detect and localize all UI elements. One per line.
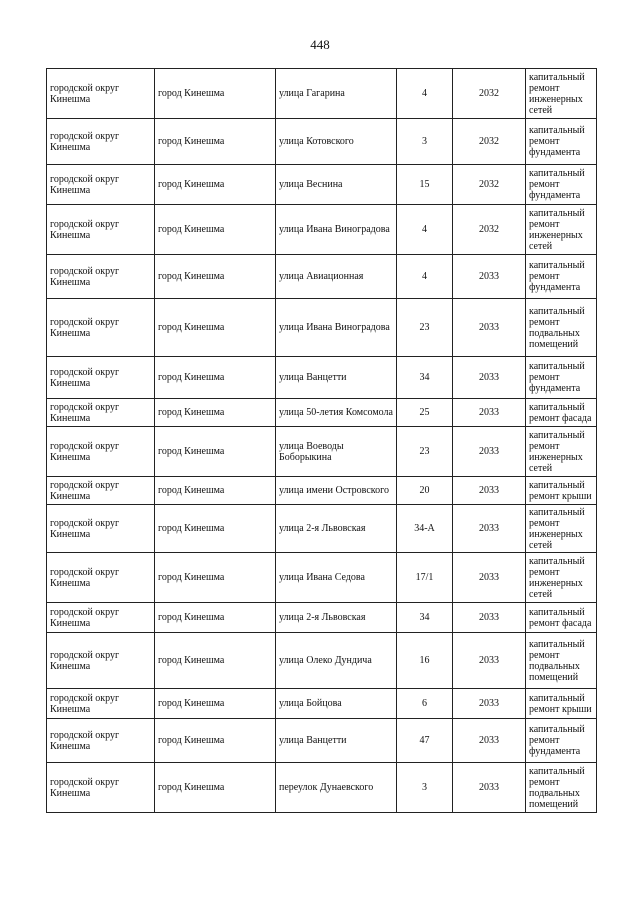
- street-cell: улица 2-я Львовская: [276, 603, 397, 633]
- house-cell: 3: [397, 119, 453, 165]
- district-cell: городской округ Кинешма: [47, 477, 155, 505]
- district-cell: городской округ Кинешма: [47, 763, 155, 813]
- year-cell: 2033: [453, 763, 526, 813]
- year-cell: 2032: [453, 119, 526, 165]
- house-cell: 4: [397, 69, 453, 119]
- street-cell: улица Ванцетти: [276, 719, 397, 763]
- district-cell: городской округ Кинешма: [47, 399, 155, 427]
- street-cell: улица Ивана Седова: [276, 553, 397, 603]
- street-cell: улица Ванцетти: [276, 357, 397, 399]
- year-cell: 2032: [453, 205, 526, 255]
- street-cell: улица Воеводы Боборыкина: [276, 427, 397, 477]
- district-cell: городской округ Кинешма: [47, 165, 155, 205]
- table-row: [47, 427, 597, 477]
- city-cell: город Кинешма: [155, 357, 276, 399]
- table-row: [47, 477, 597, 505]
- page-number: 448: [310, 37, 330, 52]
- street-cell: улица имени Островского: [276, 477, 397, 505]
- table-row: [47, 505, 597, 553]
- year-cell: 2033: [453, 399, 526, 427]
- table-row: [47, 763, 597, 813]
- year-cell: 2033: [453, 719, 526, 763]
- work-type-cell: капитальный ремонт инженерных сетей: [526, 69, 597, 119]
- work-type-cell: капитальный ремонт фундамента: [526, 357, 597, 399]
- district-cell: городской округ Кинешма: [47, 69, 155, 119]
- street-cell: улица Бойцова: [276, 689, 397, 719]
- district-cell: городской округ Кинешма: [47, 427, 155, 477]
- house-cell: 25: [397, 399, 453, 427]
- street-cell: улица Веснина: [276, 165, 397, 205]
- district-cell: городской округ Кинешма: [47, 505, 155, 553]
- city-cell: город Кинешма: [155, 427, 276, 477]
- district-cell: городской округ Кинешма: [47, 357, 155, 399]
- house-cell: 34-А: [397, 505, 453, 553]
- city-cell: город Кинешма: [155, 603, 276, 633]
- table-row: [47, 205, 597, 255]
- district-cell: городской округ Кинешма: [47, 299, 155, 357]
- street-cell: переулок Дунаевского: [276, 763, 397, 813]
- house-cell: 20: [397, 477, 453, 505]
- table-body: [47, 69, 597, 813]
- district-cell: городской округ Кинешма: [47, 719, 155, 763]
- work-type-cell: капитальный ремонт фасада: [526, 399, 597, 427]
- district-cell: городской округ Кинешма: [47, 119, 155, 165]
- table-row: [47, 689, 597, 719]
- work-type-cell: капитальный ремонт фундамента: [526, 119, 597, 165]
- street-cell: улица Ивана Виноградова: [276, 299, 397, 357]
- house-cell: 23: [397, 427, 453, 477]
- work-type-cell: капитальный ремонт подвальных помещений: [526, 299, 597, 357]
- table-row: [47, 119, 597, 165]
- street-cell: улица Авиационная: [276, 255, 397, 299]
- city-cell: город Кинешма: [155, 205, 276, 255]
- city-cell: город Кинешма: [155, 763, 276, 813]
- city-cell: город Кинешма: [155, 633, 276, 689]
- table-row: [47, 553, 597, 603]
- table-row: [47, 399, 597, 427]
- year-cell: 2033: [453, 603, 526, 633]
- year-cell: 2033: [453, 553, 526, 603]
- year-cell: 2033: [453, 689, 526, 719]
- work-type-cell: капитальный ремонт подвальных помещений: [526, 763, 597, 813]
- table-row: [47, 165, 597, 205]
- city-cell: город Кинешма: [155, 299, 276, 357]
- house-cell: 17/1: [397, 553, 453, 603]
- year-cell: 2032: [453, 165, 526, 205]
- table-row: [47, 299, 597, 357]
- house-cell: 3: [397, 763, 453, 813]
- city-cell: город Кинешма: [155, 399, 276, 427]
- house-cell: 34: [397, 357, 453, 399]
- work-type-cell: капитальный ремонт фасада: [526, 603, 597, 633]
- table-row: [47, 719, 597, 763]
- street-cell: улица Гагарина: [276, 69, 397, 119]
- house-cell: 16: [397, 633, 453, 689]
- district-cell: городской округ Кинешма: [47, 633, 155, 689]
- work-type-cell: капитальный ремонт крыши: [526, 689, 597, 719]
- work-type-cell: капитальный ремонт подвальных помещений: [526, 633, 597, 689]
- year-cell: 2033: [453, 255, 526, 299]
- city-cell: город Кинешма: [155, 165, 276, 205]
- year-cell: 2033: [453, 299, 526, 357]
- house-cell: 6: [397, 689, 453, 719]
- district-cell: городской округ Кинешма: [47, 553, 155, 603]
- house-cell: 34: [397, 603, 453, 633]
- repair-schedule-table: [46, 68, 597, 813]
- table-row: [47, 69, 597, 119]
- work-type-cell: капитальный ремонт фундамента: [526, 255, 597, 299]
- district-cell: городской округ Кинешма: [47, 689, 155, 719]
- work-type-cell: капитальный ремонт крыши: [526, 477, 597, 505]
- house-cell: 4: [397, 205, 453, 255]
- city-cell: город Кинешма: [155, 477, 276, 505]
- district-cell: городской округ Кинешма: [47, 255, 155, 299]
- year-cell: 2033: [453, 477, 526, 505]
- work-type-cell: капитальный ремонт инженерных сетей: [526, 505, 597, 553]
- street-cell: улица 50-летия Комсомола: [276, 399, 397, 427]
- work-type-cell: капитальный ремонт фундамента: [526, 165, 597, 205]
- work-type-cell: капитальный ремонт инженерных сетей: [526, 553, 597, 603]
- house-cell: 47: [397, 719, 453, 763]
- district-cell: городской округ Кинешма: [47, 205, 155, 255]
- year-cell: 2033: [453, 427, 526, 477]
- table-row: [47, 633, 597, 689]
- table-row: [47, 603, 597, 633]
- city-cell: город Кинешма: [155, 69, 276, 119]
- year-cell: 2033: [453, 357, 526, 399]
- district-cell: городской округ Кинешма: [47, 603, 155, 633]
- year-cell: 2032: [453, 69, 526, 119]
- work-type-cell: капитальный ремонт фундамента: [526, 719, 597, 763]
- city-cell: город Кинешма: [155, 689, 276, 719]
- street-cell: улица 2-я Львовская: [276, 505, 397, 553]
- table-row: [47, 255, 597, 299]
- table-row: [47, 357, 597, 399]
- city-cell: город Кинешма: [155, 505, 276, 553]
- year-cell: 2033: [453, 505, 526, 553]
- street-cell: улица Ивана Виноградова: [276, 205, 397, 255]
- street-cell: улица Котовского: [276, 119, 397, 165]
- city-cell: город Кинешма: [155, 255, 276, 299]
- work-type-cell: капитальный ремонт инженерных сетей: [526, 427, 597, 477]
- year-cell: 2033: [453, 633, 526, 689]
- work-type-cell: капитальный ремонт инженерных сетей: [526, 205, 597, 255]
- house-cell: 4: [397, 255, 453, 299]
- street-cell: улица Олеко Дундича: [276, 633, 397, 689]
- city-cell: город Кинешма: [155, 719, 276, 763]
- house-cell: 15: [397, 165, 453, 205]
- city-cell: город Кинешма: [155, 119, 276, 165]
- house-cell: 23: [397, 299, 453, 357]
- city-cell: город Кинешма: [155, 553, 276, 603]
